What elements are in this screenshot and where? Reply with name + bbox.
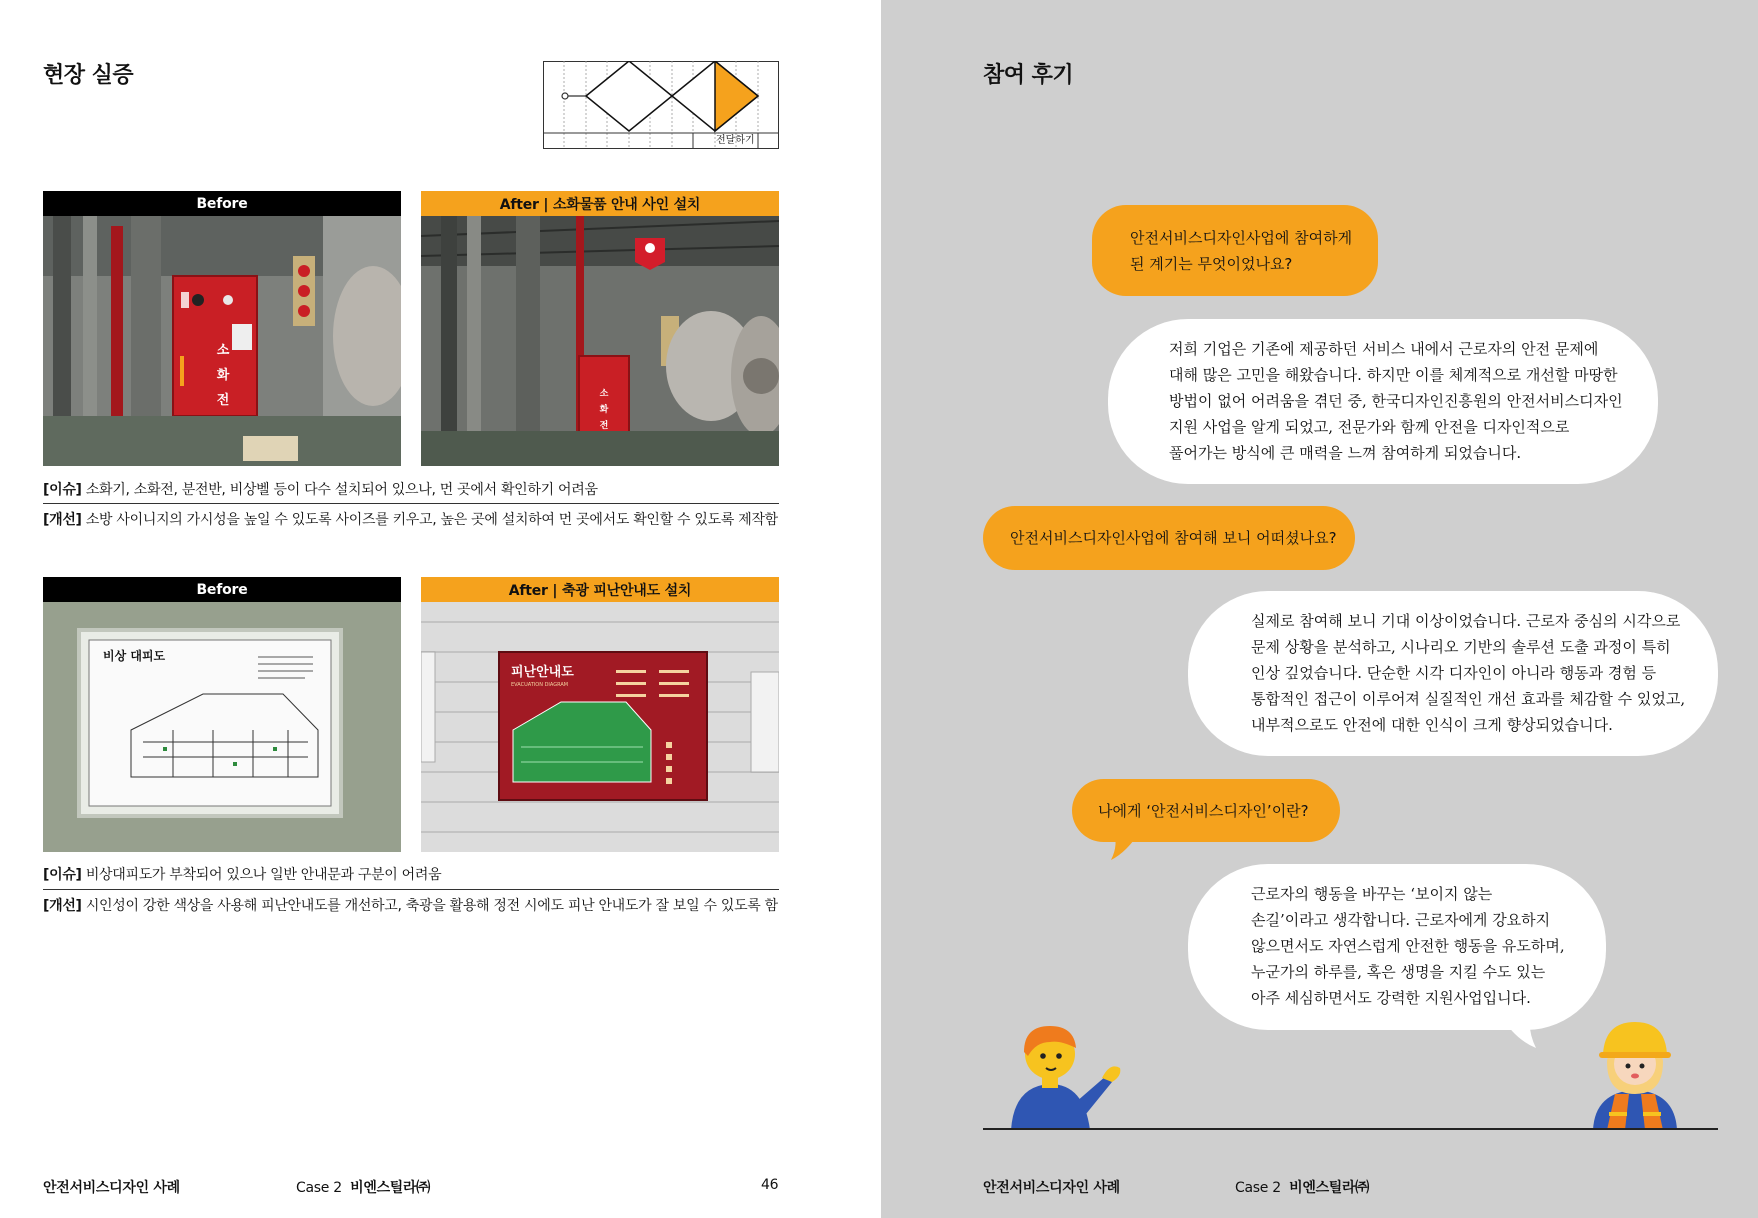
answer-line: 인상 깊었습니다. 단순한 시각 디자인이 아니라 행동과 경험 등	[1251, 664, 1657, 682]
after-label: After | 축광 피난안내도 설치	[421, 577, 779, 602]
issue-text: 소화기, 소화전, 분전반, 비상벨 등이 다수 설치되어 있으나, 먼 곳에서 확인하기 어려움	[85, 482, 598, 498]
before-label: Before	[43, 191, 401, 216]
after-label: After | 소화물품 안내 사인 설치	[421, 191, 779, 216]
answer-bubble	[1188, 864, 1606, 1030]
answer-line: 방법이 없어 어려움을 겪던 중, 한국디자인진흥원의 안전서비스디자인	[1169, 392, 1623, 410]
answer-line: 않으면서도 자연스럽게 안전한 행동을 유도하며,	[1251, 937, 1565, 955]
issue-line	[43, 479, 598, 499]
footer-title: 안전서비스디자인 사례	[983, 1180, 1120, 1196]
question-line: 안전서비스디자인사업에 참여해 보니 어떠셨나요?	[1010, 529, 1337, 547]
answer-line: 저희 기업은 기존에 제공하던 서비스 내에서 근로자의 안전 문제에	[1169, 340, 1599, 358]
fix-tag: [개선]	[43, 898, 82, 914]
photo-text: EVACUATION DIAGRAM	[511, 682, 569, 688]
answer-bubble	[1108, 319, 1658, 484]
after-photo-hydrant	[421, 216, 779, 466]
before-photo-evacuation-map	[43, 602, 401, 852]
issue-tag: [이슈]	[43, 482, 82, 498]
photo-text: 전	[599, 421, 609, 431]
fix-tag: [개선]	[43, 512, 82, 528]
photo-text: 피난안내도	[511, 665, 574, 680]
answer-line: 통합적인 접근이 이루어져 실질적인 개선 효과를 체감할 수 있었고,	[1251, 690, 1686, 708]
before-photo-hydrant	[43, 216, 401, 466]
photo-text: 전	[216, 393, 230, 408]
photo-text: 소	[216, 343, 230, 358]
answer-line: 손길’이라고 생각합니다. 근로자에게 강요하지	[1251, 911, 1551, 929]
photo-text: 화	[599, 405, 609, 415]
photo-text: 비상 대피도	[103, 649, 166, 663]
question-line: 안전서비스디자인사업에 참여하게	[1130, 228, 1353, 247]
helmet-worker-character-icon	[1585, 1018, 1685, 1130]
answer-line: 문제 상황을 분석하고, 시나리오 기반의 솔루션 도출 과정이 특히	[1251, 638, 1671, 656]
after-photo-evacuation-map	[421, 602, 779, 852]
answer-line: 아주 세심하면서도 강력한 지원사업입니다.	[1251, 989, 1531, 1007]
issue-line	[43, 864, 441, 884]
issue-tag: [이슈]	[43, 867, 82, 883]
answer-line: 풀어가는 방식에 큰 매력을 느껴 참여하게 되었습니다.	[1169, 444, 1522, 462]
divider	[43, 889, 779, 890]
fix-line	[43, 509, 778, 529]
issue-text: 비상대피도가 부착되어 있으나 일반 안내문과 구분이 어려움	[85, 867, 442, 883]
answer-bubble	[1188, 591, 1718, 756]
question-bubble	[983, 506, 1355, 570]
before-label: Before	[43, 577, 401, 602]
ground-line	[983, 1128, 1718, 1130]
answer-line: 근로자의 행동을 바꾸는 ‘보이지 않는	[1251, 885, 1493, 903]
page-number: 46	[761, 1177, 779, 1193]
answer-line: 누군가의 하루를, 혹은 생명을 지킬 수도 있는	[1251, 963, 1546, 981]
footer-case: Case 2 비엔스틸라㈜	[1235, 1180, 1369, 1196]
photo-text: 소	[599, 389, 609, 399]
question-line: 된 계기는 무엇이었나요?	[1130, 254, 1293, 273]
fix-line	[43, 895, 778, 915]
question-bubble	[1072, 779, 1340, 842]
footer-case: Case 2 비엔스틸라㈜	[296, 1180, 430, 1196]
question-line: 나에게 ‘안전서비스디자인’이란?	[1098, 801, 1309, 820]
process-label: 전달하기	[716, 135, 755, 146]
divider	[43, 503, 779, 504]
answer-line: 내부적으로도 안전에 대한 인식이 크게 향상되었습니다.	[1251, 716, 1613, 734]
photo-text: 화	[216, 368, 230, 383]
footer-title: 안전서비스디자인 사례	[43, 1180, 180, 1196]
worker-character-icon	[1006, 1018, 1134, 1130]
answer-line: 지원 사업을 알게 되었고, 전문가와 함께 안전을 디자인적으로	[1169, 418, 1570, 436]
page-title: 현장 실증	[43, 63, 134, 88]
question-bubble	[1092, 205, 1378, 296]
answer-line: 실제로 참여해 보니 기대 이상이었습니다. 근로자 중심의 시각으로	[1251, 612, 1681, 630]
fix-text: 시인성이 강한 색상을 사용해 피난안내도를 개선하고, 축광을 활용해 정전 시에도 피난 안내도가 잘 보일 수 있도록 함	[85, 898, 778, 914]
section-title: 참여 후기	[983, 63, 1074, 88]
fix-text: 소방 사이니지의 가시성을 높일 수 있도록 사이즈를 키우고, 높은 곳에 설치하여 먼 곳에서도 확인할 수 있도록 제작함	[85, 512, 778, 528]
process-diagram-icon	[543, 61, 779, 149]
answer-line: 대해 많은 고민을 해왔습니다. 하지만 이를 체계적으로 개선할 마땅한	[1169, 366, 1618, 384]
